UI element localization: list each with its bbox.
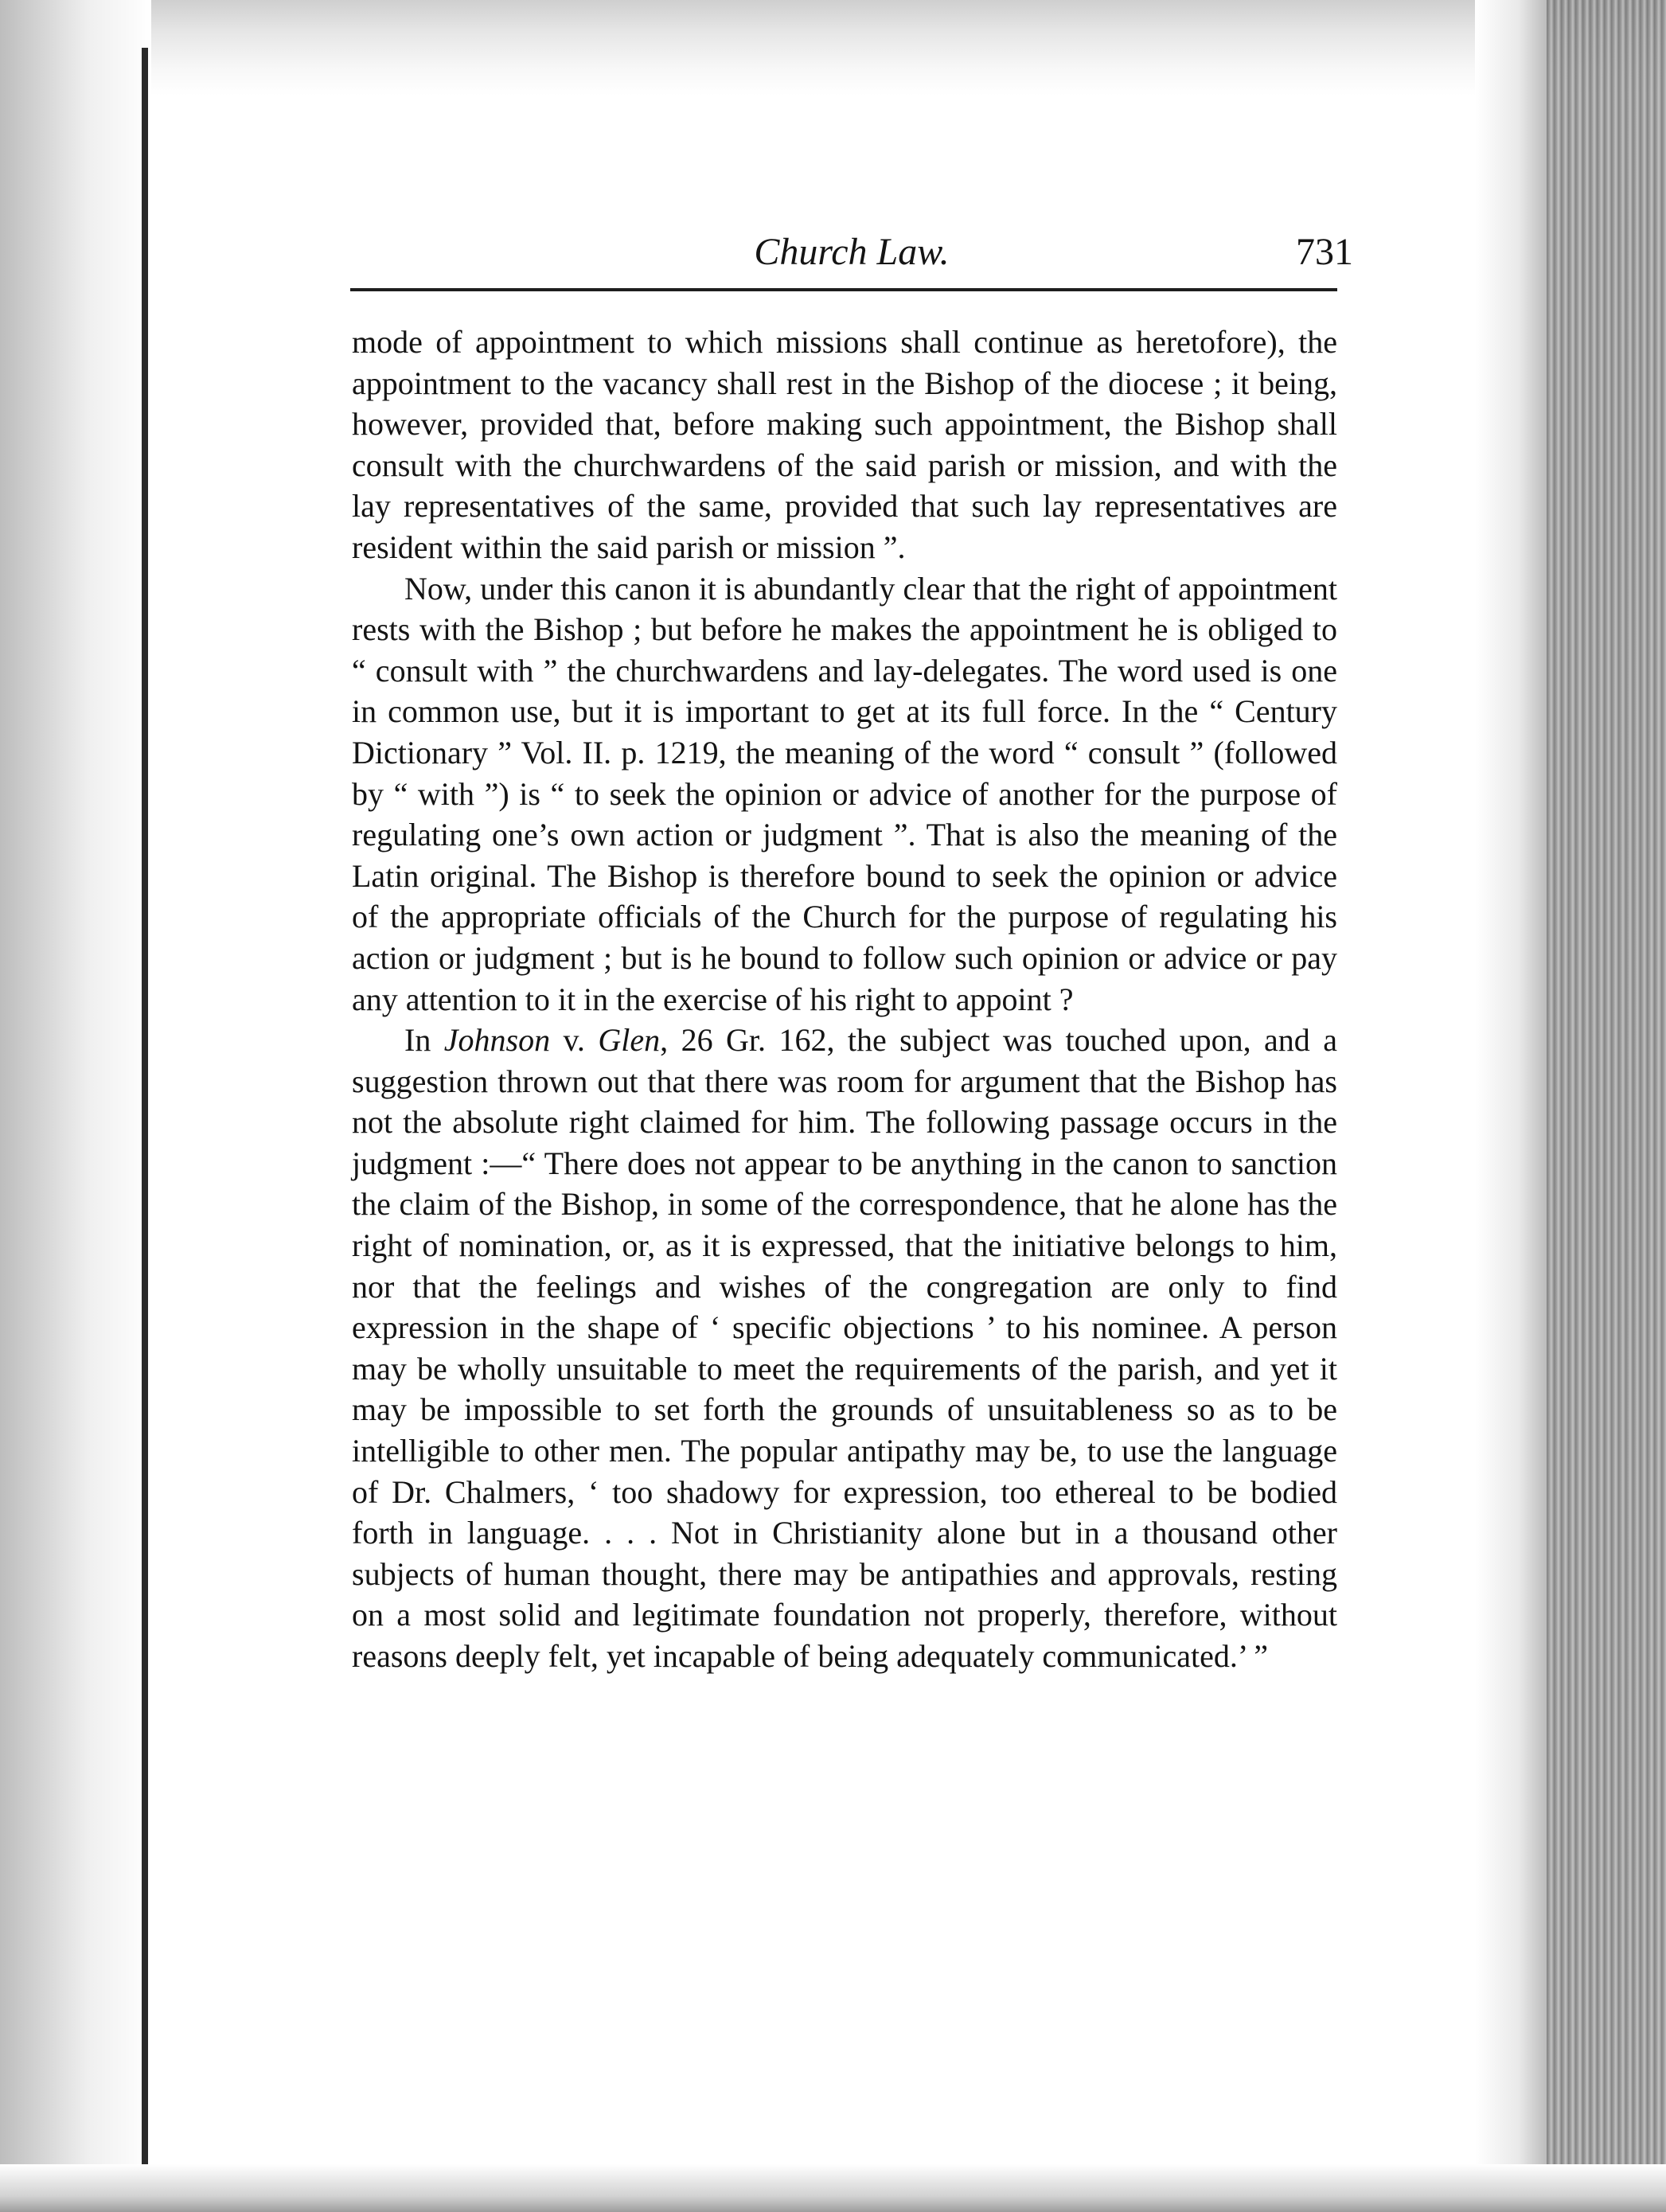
case-plaintiff: Johnson xyxy=(443,1022,551,1059)
case-defendant: Glen xyxy=(598,1022,661,1059)
paragraph-continued: mode of appointment to which missions shall continue as heretofore), the appointment to the vacancy shall rest in the Bishop of the diocese ; it being, however, provided that, before making such appointment, the Bishop shall consult with the churchwardens of the said parish or mission, and with the lay representatives of the same, provided that such lay representatives are resident within the said parish or mission ”. xyxy=(352,324,1337,565)
header-rule xyxy=(350,288,1337,291)
page-number: 731 xyxy=(1296,231,1353,273)
case-intro: In xyxy=(404,1022,431,1059)
paragraph-canon-analysis: Now, under this canon it is abundantly clear that the right of appointment rests with the Bishop ; but before he makes the appointment he is obliged to “ consult with ” the churchwardens and lay-delegates. The word used is one in common use, but it is important to get at its full force. In the “ Century Dictionary ” Vol. II. p. 1219, the meaning of the word “ consult ” (followed by “ with ”) is “ to seek the opinion or advice of another for the purpose of regulating one’s own action or judgment ”. That is also the meaning of the Latin original. The Bishop is therefore bound to seek the opinion or advice of the appropriate officials of the Church for the purpose of regulating his action or judgment ; but is he bound to follow such opinion or advice or pay any attention to it in the exercise of his right to appoint ? xyxy=(352,570,1337,1017)
case-versus: v. xyxy=(563,1022,585,1059)
running-title: Church Law. xyxy=(754,231,950,273)
case-paragraph-text: , 26 Gr. 162, the subject was touched upon, and a suggestion thrown out that there was room for argument that the Bishop has not the absolute right claimed for him. The following passage occurs in the judgment :—“ There does not appear to be anything in the canon to sanction the claim of the Bishop, in some of the correspondence, that he alone has the right of nomination, or, as it is expressed, that the initiative belongs to him, nor that the feelings and wishes of the congregation are only to find expression in the shape of ‘ specific objections ’ to his nominee. A person may be wholly unsuitable to meet the requirements of the parish, and yet it may be impossible to set forth the grounds of unsuitableness so as to be intelligible to other men. The popular antipathy may be, to use the language of Dr. Chalmers, ‘ too shadowy for expression, too ethereal to be bodied forth in language. . . . Not in Christianity alone but in a thousand other subjects of human thought, there may be antipathies and approvals, resting on a most solid and legitimate foundation not properly, therefore, without reasons deeply felt, yet incapable of being adequately communicated.’ ” xyxy=(352,1022,1337,1674)
scan-right-fade xyxy=(1475,0,1547,2212)
body-text xyxy=(352,322,1337,1677)
scan-right-edge xyxy=(1547,0,1666,2212)
scan-left-edge xyxy=(0,0,151,2212)
binding-spine xyxy=(142,48,148,2212)
paragraph-case-citation xyxy=(352,1020,1337,1677)
running-header xyxy=(350,224,1353,280)
scan-bottom-edge xyxy=(0,2164,1666,2212)
scan-top-edge xyxy=(0,0,1666,96)
